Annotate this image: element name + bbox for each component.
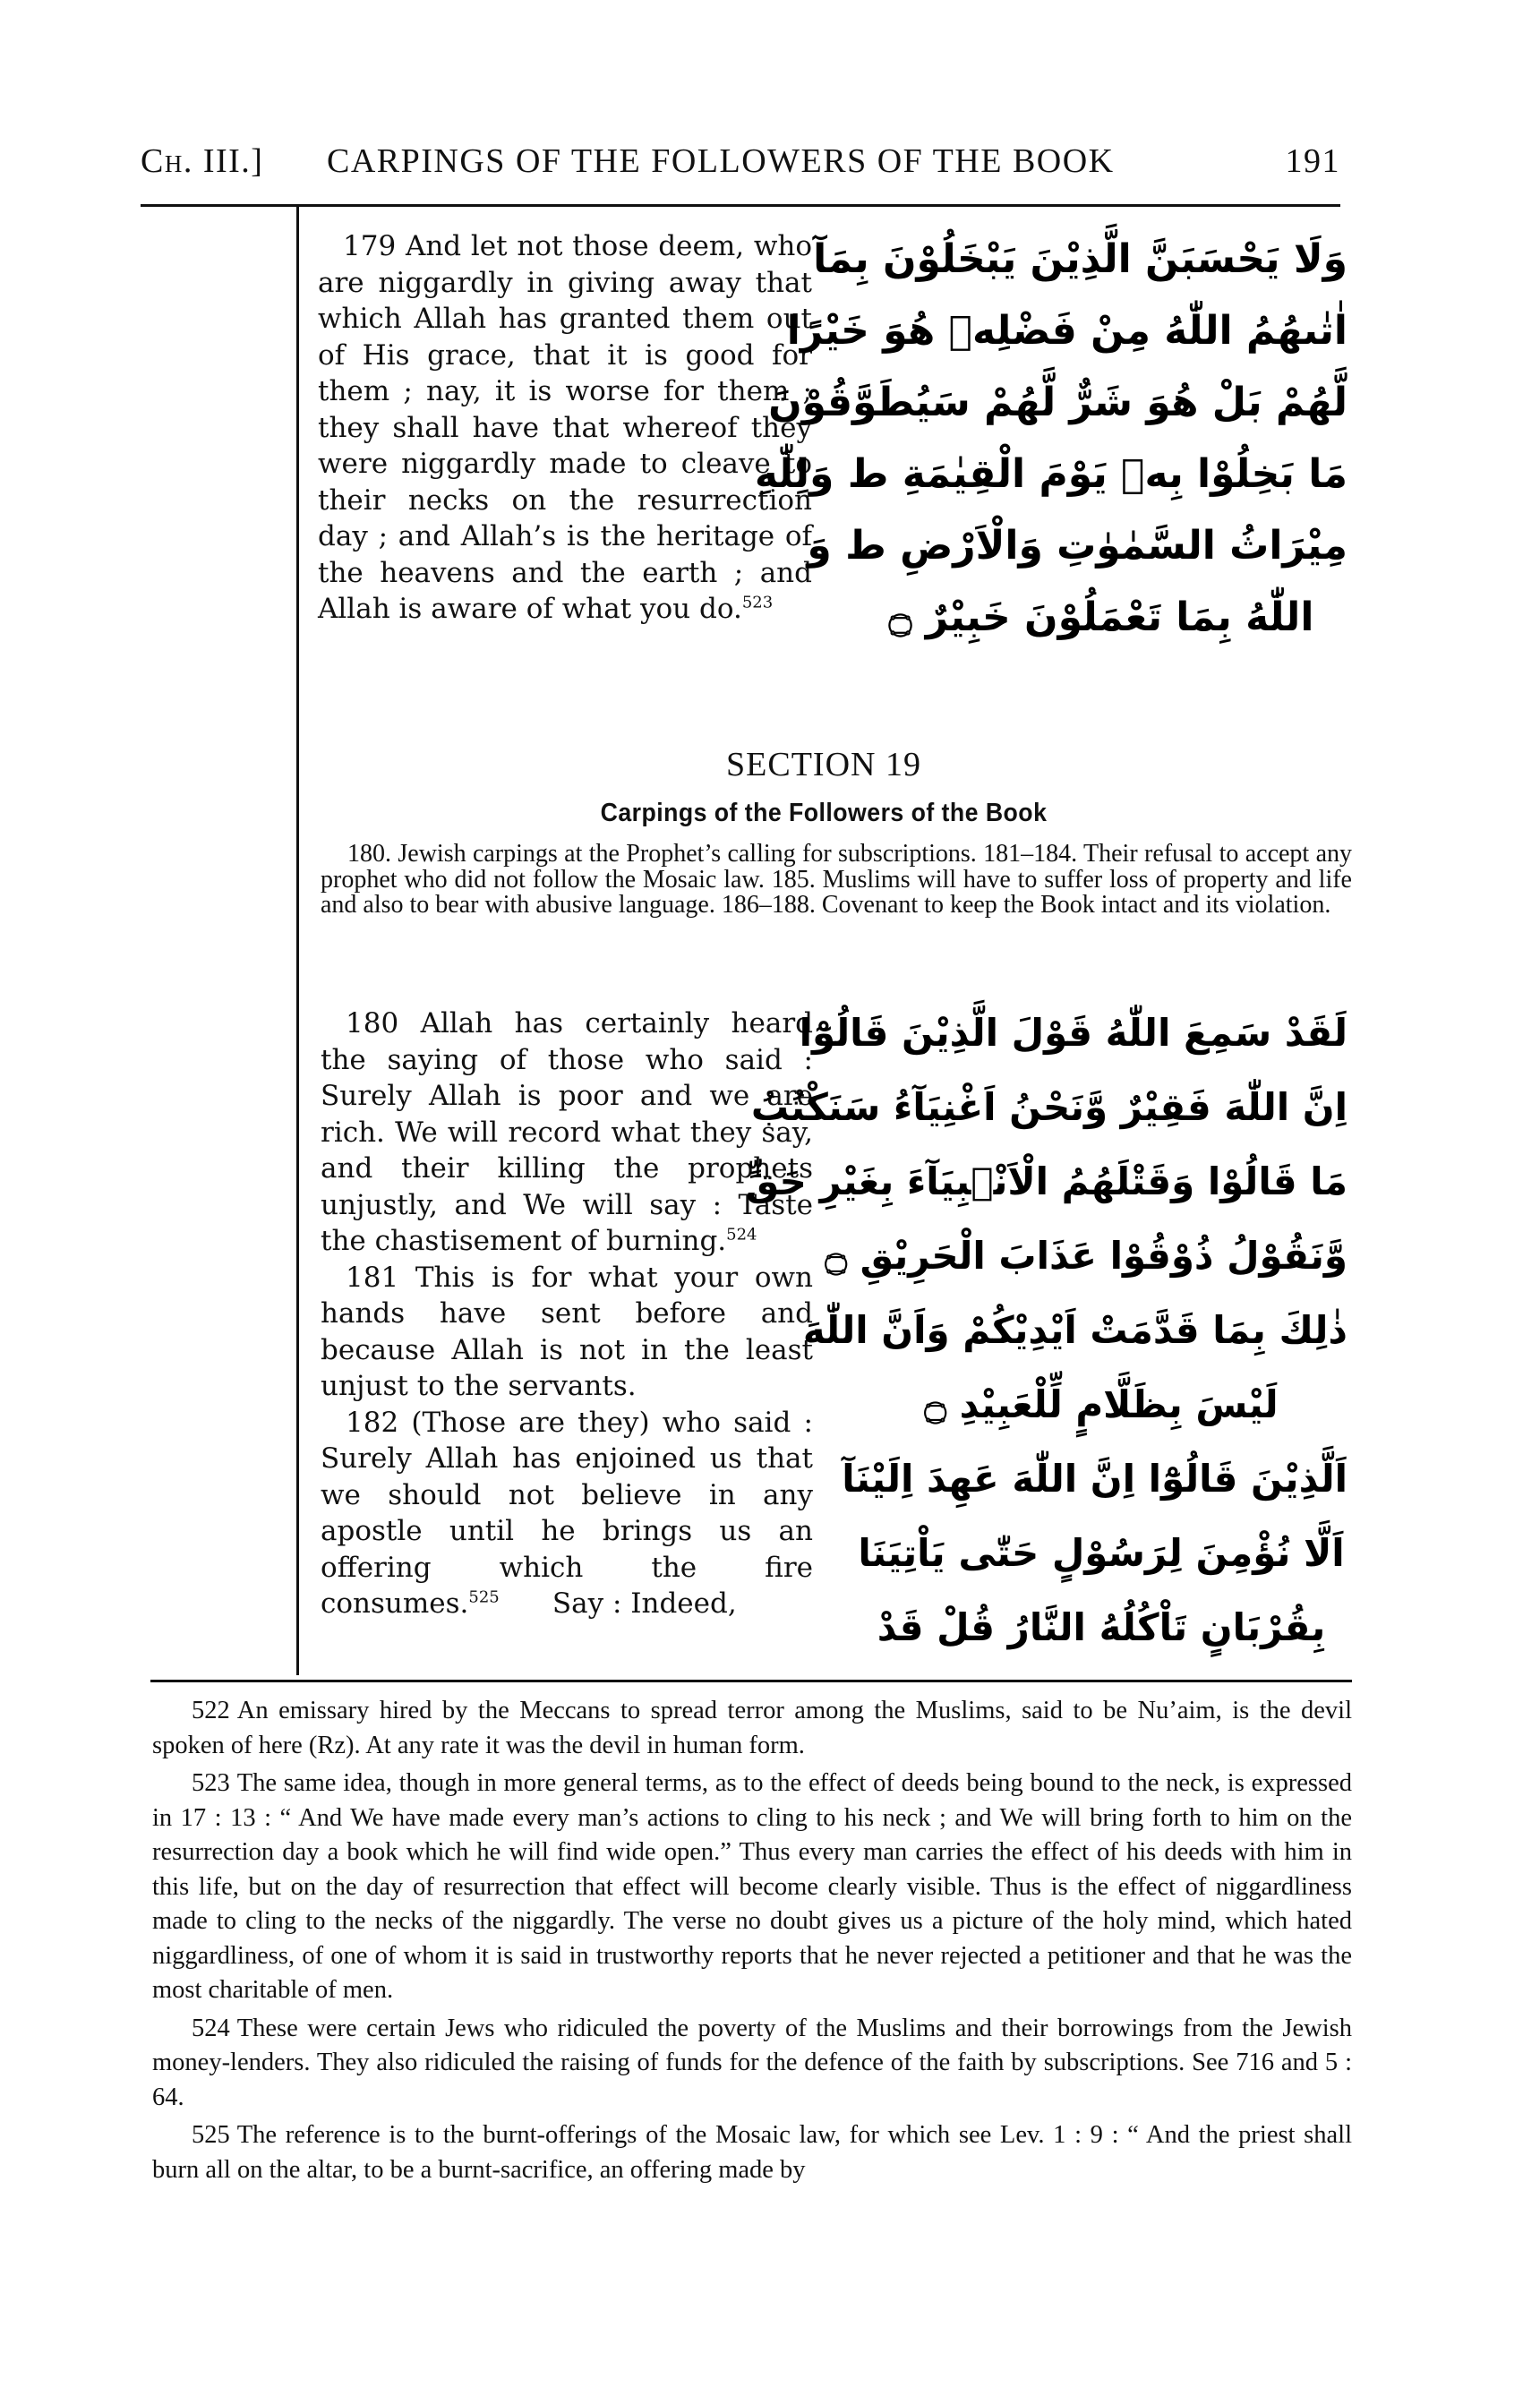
section-summary [321, 842, 1352, 919]
footnote [152, 2012, 1352, 2116]
verse-paragraph [318, 228, 812, 628]
arabic-line: ذٰلِكَ بِمَا قَدَّمَتْ اَيْدِيْكُمْ وَاَنَّ اللّٰهَ [802, 1308, 1348, 1352]
verse-179-english [318, 228, 812, 628]
arabic-line: مِيْرَاثُ السَّمٰوٰتِ وَالْاَرْضِ ط وَ [807, 523, 1348, 569]
footnote-text: The same idea, though in more general terms, as to the effect of deeds being bound to the neck, is expressed in 17 : 13 : “ And We have made every man’s actions to cling to his neck ; and We will bring forth to him on the resurrection day a book which he will find wide open.” Thus every man carries the effect of his deeds with him in this life, but on the day of resurrection that effect will become clearly visible. Thus is the effect of niggardliness made to cling to the necks of the niggardly. The verse no doubt gives us a picture of the holy mind, which hated niggardliness, of one of whom it is said in trustworthy reports that he never rejected a petitioner and that he was the most charitable of men. [152, 1769, 1352, 2004]
running-title: CARPINGS OF THE FOLLOWERS OF THE BOOK [327, 142, 1115, 180]
arabic-line: اَلَّا نُؤْمِنَ لِرَسُوْلٍ حَتّٰى يَاْتِيَنَا [858, 1531, 1345, 1575]
footnote-text: The reference is to the burnt-offerings of the Mosaic law, for which see Lev. 1 : 9 : “ And the priest shall burn all on the altar, to be a burnt-sacrifice, an offering made by [152, 2121, 1352, 2184]
running-header [141, 134, 1340, 188]
footnote-text: These were certain Jews who ridiculed the poverty of the Muslims and their borrowings from the Jewish money-lenders. They also ridiculed the raising of funds for the defence of the faith by subscriptions. See 716 and 5 : 64. [152, 2014, 1352, 2111]
arabic-line: اَلَّذِيْنَ قَالُوْٓا اِنَّ اللّٰهَ عَهِدَ اِلَيْنَآ [842, 1457, 1348, 1501]
arabic-line: وَّنَقُوْلُ ذُوْقُوْا عَذَابَ الْحَرِيْقِ ۝ [825, 1234, 1348, 1278]
header-rule [141, 204, 1340, 207]
verse-number: 179 [343, 230, 397, 262]
footnote [152, 2118, 1352, 2187]
arabic-line: بِقُرْبَانٍ تَاْكُلُهُ النَّارُ قُلْ قَدْ [877, 1605, 1326, 1649]
verse-number: 181 [346, 1261, 399, 1294]
verses-180-182-english [321, 1005, 813, 1622]
arabic-line: لَّهُمْ بَلْ هُوَ شَرٌّ لَّهُمْ سَيُطَوَّقُوْنَ [768, 380, 1348, 425]
arabic-line: اِنَّ اللّٰهَ فَقِيْرٌ وَّنَحْنُ اَغْنِيَآءُ سَنَكْتُبُ [750, 1085, 1348, 1129]
footnote [152, 1694, 1352, 1763]
footnote-number: 523 [192, 1769, 230, 1797]
footnote-ref[interactable]: 524 [726, 1225, 757, 1245]
verse-text: (Those are they) who said : Surely Allah has enjoined us that we should not believe in any apostle until he brings us an offering which the fire consumes. [321, 1406, 813, 1620]
arabic-line: مَا قَالُوْا وَقَتْلَهُمُ الْاَنْۢبِيَآءَ بِغَيْرِ حَقٍّ [745, 1159, 1348, 1203]
section-title: SECTION 19 [726, 746, 921, 783]
verse-text: Allah has certainly heard the saying of those who said : Surely Allah is poor and we are rich. We will record what they say, and their killing the prophets unjustly, and We will say : Taste the chastisement of burning. [321, 1007, 814, 1257]
arabic-line: اٰتٰىهُمُ اللّٰهُ مِنْ فَضْلِهٖ هُوَ خَيْرًا [786, 308, 1348, 354]
chapter-label: Ch. III.] [141, 142, 264, 180]
verse-continuation: Say : Indeed, [552, 1587, 737, 1620]
footnotes [152, 1694, 1352, 2191]
verse-paragraph [321, 1005, 813, 1260]
verses-180-182-arabic [745, 996, 1348, 1664]
margin-rule [296, 207, 299, 1675]
arabic-line: اللّٰهُ بِمَا تَعْمَلُوْنَ خَبِيْرٌ ۝ [888, 595, 1314, 640]
page-number: 191 [1285, 142, 1340, 180]
arabic-line: لَيْسَ بِظَلَّامٍ لِّلْعَبِيْدِ ۝ [924, 1382, 1279, 1426]
footnote-number: 525 [192, 2121, 230, 2149]
arabic-line: لَقَدْ سَمِعَ اللّٰهُ قَوْلَ الَّذِيْنَ قَالُوْٓا [799, 1011, 1348, 1055]
footnote-rule [150, 1680, 1352, 1682]
verse-text: This is for what your own hands have sent before and because Allah is not in the least unjust to the servants. [321, 1261, 813, 1402]
arabic-line: وَلَا يَحْسَبَنَّ الَّذِيْنَ يَبْخَلُوْنَ بِمَآ [813, 236, 1348, 282]
section-subtitle: Carpings of the Followers of the Book [600, 799, 1048, 827]
summary-text: 180. Jewish carpings at the Prophet’s calling for subscriptions. 181–184. Their refusal to accept any prophet who did not follow the Mosaic law. 185. Muslims will have to suffer loss of property and life and also to bear with abusive language. 186–188. Covenant to keep the Book intact and its violation. [321, 840, 1352, 919]
footnote-number: 522 [192, 1697, 230, 1724]
footnote [152, 1767, 1352, 2008]
verse-text: And let not those deem, who are niggardly in giving away that which Allah has granted them out of His grace, that it is good for them ; nay, it is worse for them ; they shall have that whereof they were niggardly made to cleave to their necks on the resurrection day ; and Allah’s is the heritage of the heavens and the earth ; and Allah is aware of what you do. [318, 230, 813, 625]
footnote-ref[interactable]: 525 [468, 1587, 500, 1607]
verse-number: 180 [346, 1007, 399, 1039]
verse-number: 182 [346, 1406, 399, 1439]
arabic-line: مَا بَخِلُوْا بِهٖ يَوْمَ الْقِيٰمَةِ ط وَلِلّٰهِ [754, 451, 1348, 497]
verse-paragraph [321, 1405, 813, 1622]
footnote-text: An emissary hired by the Meccans to spread terror among the Muslims, said to be Nu’aim, is the devil spoken of here (Rz). At any rate it was the devil in human form. [152, 1697, 1352, 1759]
footnote-ref[interactable]: 523 [741, 593, 774, 612]
footnote-number: 524 [192, 2014, 230, 2042]
verse-paragraph [321, 1260, 813, 1405]
